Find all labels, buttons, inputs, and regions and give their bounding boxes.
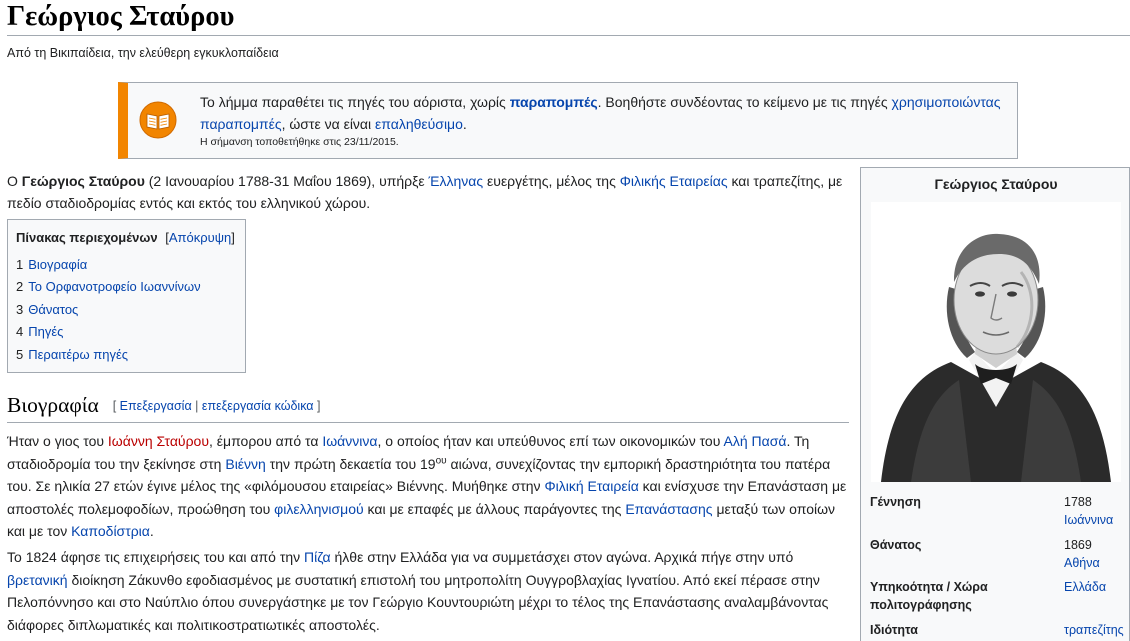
biography-paragraph-1 <box>7 430 849 543</box>
kapodistrias-link[interactable]: Καποδίστρια <box>71 523 150 539</box>
vienna-link[interactable]: Βιέννη <box>225 455 266 472</box>
ioannina-link[interactable]: Ιωάννινα <box>322 433 378 449</box>
notice-text: . <box>462 116 467 132</box>
page-title: Γεώργιος Σταύρου <box>7 1 235 32</box>
birthplace-link[interactable]: Ιωάννινα <box>1064 512 1114 527</box>
bio-text: και ενίσχυσε την Επανάσταση με αποστολές πολεμοφοδίων, προώθηση του <box>7 478 847 517</box>
revolution-link[interactable]: Επανάστασης <box>625 500 713 517</box>
death-year: 1869 <box>1064 538 1092 552</box>
notice-message <box>200 91 1020 135</box>
edit-link[interactable]: Επεξεργασία <box>119 399 192 413</box>
biography-paragraph-2 <box>7 546 849 636</box>
pisa-link[interactable]: Πίζα <box>304 549 331 565</box>
bio-text: την πρώτη δεκαετία του 19 <box>265 455 436 472</box>
filiki-etaireia-link[interactable]: Φιλικής Εταιρείας <box>619 173 728 189</box>
title-divider <box>7 35 1130 36</box>
bio-text: , ο οποίος ήταν και υπεύθυνος επί των οικονομικών του <box>377 433 724 449</box>
infobox-label: Υπηκοότητα / Χώρα πολιτογράφησης <box>870 580 988 612</box>
toc-item-label[interactable]: Πηγές <box>28 324 64 340</box>
subject-name: Γεώργιος Σταύρου <box>21 173 145 189</box>
toc-item-label[interactable]: Θάνατος <box>28 301 79 317</box>
bio-text: αιώνα, συνεχίζοντας την εμπορική δραστηριότητα του πατέρα του. Σε ηλικία 27 ετών έγινε μέλος της «φιλόμουσου εταιρείας» Βιέννης. Μυήθηκε στην <box>7 455 831 494</box>
intro-paragraph <box>7 170 849 214</box>
bio-text: , έμπορου από τα <box>208 433 323 449</box>
table-of-contents <box>7 219 246 373</box>
bio-text: Ήταν ο γιος του <box>7 433 108 449</box>
toc-header <box>16 229 237 247</box>
sources-notice-box <box>118 82 1018 159</box>
toc-item[interactable] <box>16 344 237 366</box>
infobox-value <box>1064 622 1130 640</box>
toc-item-number: 5 <box>16 346 24 362</box>
intro-text: ευεργέτης, μέλος της <box>483 173 620 189</box>
ioannis-stavrou-link[interactable]: Ιωάννη Σταύρου <box>107 433 209 449</box>
ali-pasha-link[interactable]: Αλή Πασά <box>723 433 787 449</box>
section-edit-links <box>113 399 321 413</box>
infobox-label: Γέννηση <box>870 495 921 509</box>
infobox <box>860 167 1130 641</box>
bio-text: ήλθε στην Ελλάδα για να συμμετάσχει στον αγώνα. Αρχικά πήγε στην υπό <box>330 549 794 565</box>
intro-text: Ο <box>7 173 22 189</box>
filiki-etaireia-link[interactable]: Φιλική Εταιρεία <box>544 478 639 494</box>
notice-text: . Βοηθήστε συνδέοντας το κείμενο με τις πηγές <box>597 94 892 110</box>
notice-date-note: Η σήμανση τοποθετήθηκε στις 23/11/2015. <box>200 136 399 148</box>
book-icon <box>139 101 177 139</box>
toc-toggle-bracket: [ <box>165 230 169 245</box>
infobox-title: Γεώργιος Σταύρου <box>934 176 1058 192</box>
notice-text: Το λήμμα παραθέτει τις πηγές του αόριστα, χωρίς <box>200 94 510 110</box>
philhellenism-link[interactable]: φιλελληνισμού <box>274 500 364 517</box>
toc-item[interactable] <box>16 321 237 343</box>
toc-item[interactable] <box>16 299 237 321</box>
using-references-link[interactable]: χρησιμοποιώντας παραπομπές <box>200 94 1001 132</box>
deathplace-link[interactable]: Αθήνα <box>1064 555 1100 570</box>
edit-source-link[interactable]: επεξεργασία κώδικα <box>201 399 314 413</box>
british-link[interactable]: βρετανική <box>7 571 68 588</box>
toc-item-number: 2 <box>16 279 24 295</box>
toc-item[interactable] <box>16 254 237 276</box>
birth-year: 1788 <box>1064 495 1092 509</box>
edit-bracket: ] <box>313 399 321 413</box>
bio-text: και με επαφές με άλλους παράγοντες της <box>363 500 626 517</box>
greek-link[interactable]: Έλληνας <box>428 173 484 189</box>
toc-item-number: 4 <box>16 324 24 340</box>
toc-toggle-bracket: ] <box>231 230 235 245</box>
toc-title: Πίνακας περιεχομένων <box>16 230 158 245</box>
section-title: Βιογραφία <box>7 393 99 417</box>
toc-hide-link[interactable]: Απόκρυψη <box>168 230 232 245</box>
section-heading-biography <box>7 393 849 423</box>
toc-list <box>16 254 237 366</box>
toc-item[interactable] <box>16 276 237 298</box>
infobox-label: Ιδιότητα <box>870 623 918 637</box>
toc-item-number: 1 <box>16 257 24 272</box>
century-superscript: ου <box>435 454 447 466</box>
infobox-value <box>1064 579 1130 597</box>
notice-text: , ώστε να είναι <box>281 116 376 132</box>
infobox-value <box>1064 537 1130 572</box>
verifiable-link[interactable]: επαληθεύσιμο <box>375 116 463 132</box>
infobox-value <box>1064 494 1130 529</box>
bio-text: Το 1824 άφησε τις επιχειρήσεις του και από την <box>7 549 305 565</box>
occupation-link[interactable]: τραπεζίτης <box>1064 623 1124 637</box>
toc-item-label[interactable]: Βιογραφία <box>28 257 88 272</box>
intro-text: (2 Ιανουαρίου 1788-31 Μαΐου 1869), υπήρξε <box>144 173 429 189</box>
edit-bracket: [ <box>112 399 120 413</box>
toc-item-label[interactable]: Περαιτέρω πηγές <box>28 346 129 362</box>
intro-text: και τραπεζίτης, με πεδίο σταδιοδρομίας εντός και εκτός του ελληνικού χώρου. <box>7 173 843 211</box>
edit-separator: | <box>191 399 202 413</box>
references-link[interactable]: παραπομπές <box>509 94 598 110</box>
toc-toggle <box>165 230 235 245</box>
site-tagline: Από τη Βικιπαίδεια, την ελεύθερη εγκυκλοπαίδεια <box>7 46 279 60</box>
portrait-image[interactable] <box>871 202 1121 482</box>
toc-item-number: 3 <box>16 301 24 317</box>
bio-text: . <box>149 523 154 539</box>
infobox-label: Θάνατος <box>870 538 922 552</box>
citizenship-link[interactable]: Ελλάδα <box>1064 580 1107 594</box>
bio-text: . Τη σταδιοδρομία του την ξεκίνησε στη <box>7 433 810 472</box>
toc-item-label[interactable]: Το Ορφανοτροφείο Ιωαννίνων <box>28 279 201 295</box>
bio-text: μεταξύ των οποίων και με τον <box>7 500 836 539</box>
bio-text: διοίκηση Ζάκυνθο εφοδιασμένος με συστατική επιστολή του μητροπολίτη Ουγγροβλαχίας Ιγνατίου. Από εκεί πέρασε στην Πελοπόννησο και στο Ναύπλιο όπου συνεργάστηκε με τον Γεώργιο Κουντουριώτη μέχρι το τέλος της Επανάστασης αναλαμβάνοντας διάφορες διπλωματικές και πολιτικοστρατιωτικές αποστολές. <box>7 571 829 633</box>
